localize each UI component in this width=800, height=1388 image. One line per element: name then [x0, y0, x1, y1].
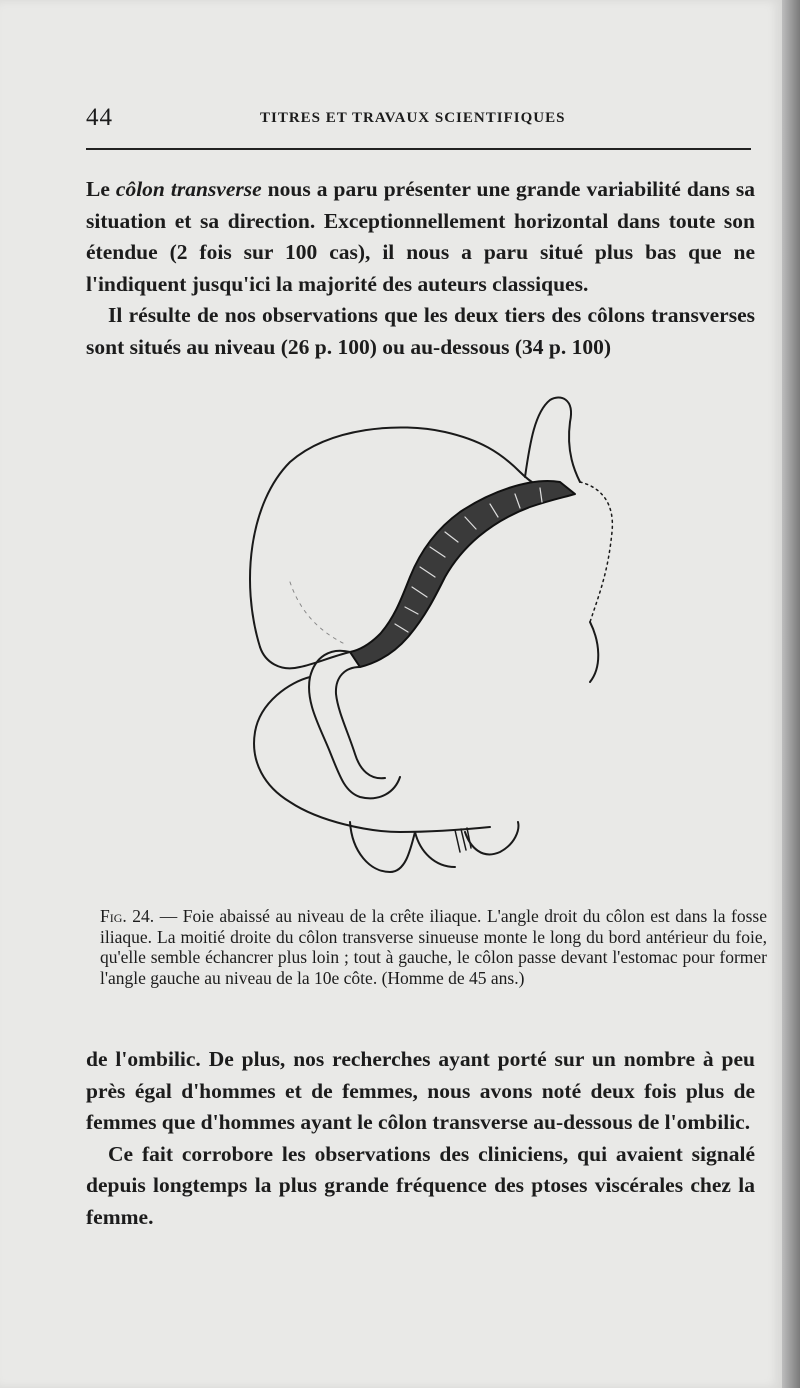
running-head: TITRES ET TRAVAUX SCIENTIFIQUES — [260, 110, 566, 126]
paragraph-observations: Il résulte de nos observations que les deux tiers des côlons transverses sont situés au niveau (26 p. 100) ou au-dessous (34 p. 100) — [86, 303, 755, 359]
caption-text: — Foie abaissé au niveau de la crête iliaque. L'angle droit du côlon est dans la fosse iliaque. La moitié droite du côlon transverse sinueuse monte le long du bord antérieur du foie, qu'elle semble échancrer plus loin ; tout à gauche, le côlon passe devant l'estomac pour former l'angle gauche au niveau de la 10e côte. (Homme de 45 ans.) — [100, 906, 767, 988]
ascending-colon — [309, 651, 400, 799]
liver-lower-edge — [290, 582, 345, 644]
paragraph-colon-transverse — [86, 174, 755, 300]
figure-caption — [100, 906, 767, 988]
page-number: 44 — [86, 104, 113, 131]
figure-label: Fig. 24. — [100, 906, 155, 926]
page-edge-shadow — [782, 0, 800, 1388]
stomach-right-edge — [580, 482, 612, 622]
ascending-colon-inner — [336, 667, 385, 778]
stomach-outline — [525, 398, 580, 482]
anatomical-figure — [230, 382, 630, 892]
descending-loop — [590, 622, 598, 682]
lower-loop — [254, 677, 490, 832]
paragraph-cliniciens: Ce fait corrobore les observations des cliniciens, qui avaient signalé depuis longtemps la plus grande fréquence des ptoses viscérales chez la femme. — [86, 1141, 755, 1229]
paragraph-ombilic: de l'ombilic. De plus, nos recherches ayant porté sur un nombre à peu près égal d'hommes et de femmes, nous avons noté deux fois plus de femmes que d'hommes ayant le côlon transverse au-dessous de l'ombilic. — [86, 1047, 755, 1134]
top-text-block — [86, 174, 755, 363]
header-rule — [86, 148, 751, 150]
page-header — [86, 104, 751, 144]
paragraph-text: Le — [86, 177, 116, 201]
colon-liver-illustration — [230, 382, 630, 892]
transverse-colon — [350, 481, 575, 667]
bottom-text-block — [86, 1044, 755, 1233]
cecum — [350, 822, 415, 872]
emphasis-term: côlon transverse — [115, 177, 262, 201]
paragraph-text: nous a paru présenter une grande variabilité dans sa situation et sa direction. Exceptionnellement horizontal dans toute son étendue (2 fois sur 100 cas), il nous a paru situé plus bas que ne l'indiquent jusqu'ici la majorité des auteurs classiques. — [86, 177, 755, 296]
